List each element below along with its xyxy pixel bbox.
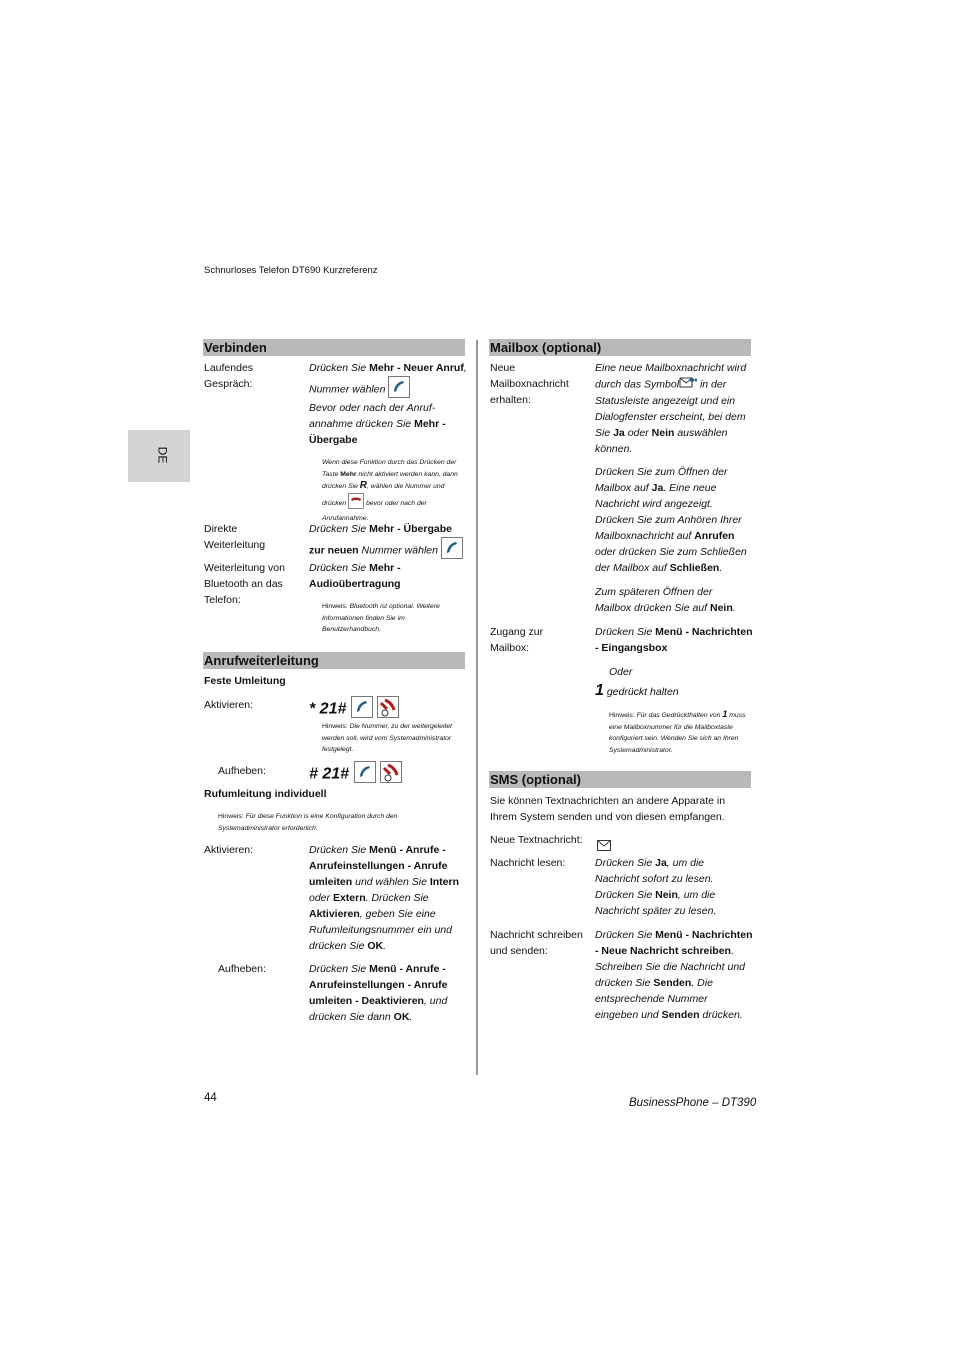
language-tab (128, 430, 190, 482)
section-title-anrufweiterleitung: Anrufweiterleitung (203, 652, 465, 669)
footer-product: BusinessPhone – DT390 (629, 1097, 757, 1109)
section-title-sms: SMS (optional) (489, 771, 751, 788)
text-direkte: Drücken Sie Mehr - Übergabe zur neuen Nummer wählen (309, 521, 469, 564)
text-zugang: Drücken Sie Menü - Nachrichten - Eingangsbox (595, 626, 753, 654)
label-direkte: Direkte Weiterleitung (204, 523, 266, 551)
text-ind-aufheben: Drücken Sie Menü - Anrufe - Anrufeinstellungen - Anrufe umleiten - Deaktivieren, und drücken Sie dann OK. (309, 963, 448, 1023)
page-number: 44 (204, 1092, 217, 1104)
text-sms-intro: Sie können Textnachrichten an andere Apparate in Ihrem System senden und von diesen empfangen. (490, 795, 726, 823)
label-nachricht-schreiben: Nachricht schreiben und senden: (490, 929, 583, 957)
text-gedrueckt: 1 gedrückt halten (595, 682, 679, 699)
call-icon (354, 761, 376, 788)
text-bluetooth: Drücken Sie Mehr - Audioübertragung (309, 562, 401, 590)
call-icon (388, 376, 410, 403)
note-individuell: Hinweis: Für diese Funktion is eine Konfiguration durch den Systemadministrator erforderlich. (218, 813, 398, 832)
label-zugang: Zugang zur Mailbox: (490, 626, 544, 654)
text-nachricht-schreiben: Drücken Sie Menü - Nachrichten - Neue Nachricht schreiben. Schreiben Sie die Nachricht und drücken Sie Senden. Die entsprechende Nummer eingeben und Senden drücken. (595, 929, 753, 1021)
voicemail-icon (679, 376, 697, 393)
code-aufheben-text: # 21# (309, 765, 350, 783)
language-tab-label: DE (155, 446, 170, 464)
label-laufendes: Laufendes Gespräch: (204, 362, 254, 390)
document-header: Schnurloses Telefon DT690 Kurzreferenz (204, 265, 378, 276)
section-title-verbinden: Verbinden (203, 339, 465, 356)
note-bluetooth: Hinweis: Bluetooth ist optional. Weitere Informationen finden Sie im Benutzerhandbuch. (322, 603, 440, 633)
text-neue-mailbox-3: Zum späteren Öffnen der Mailbox drücken Sie auf Nein. (595, 586, 736, 614)
label-ind-aufheben: Aufheben: (218, 963, 266, 975)
label-aufheben: Aufheben: (218, 765, 266, 777)
code-aktivieren (309, 696, 399, 723)
end-call-icon (377, 696, 399, 723)
text-neue-mailbox-1: Eine neue Mailboxnachricht wird durch das Symbol in der Statusleiste angezeigt und ein Dialogfenster erscheint, bei dem Sie Ja oder Nein auswählen können. (595, 362, 747, 455)
text-laufendes-1: Drücken Sie Mehr - Neuer Anruf, Nummer wählen (309, 360, 469, 403)
column-divider (476, 340, 478, 1075)
note-laufendes: Wenn diese Funktion durch das Drücken der Taste Mehr nicht aktiviert werden kann, dann drücken Sie R, wählen die Nummer und drücken bevor oder nach der Anrufannahme. (322, 459, 458, 522)
text-nachricht-lesen: Drücken Sie Ja, um die Nachricht sofort zu lesen. Drücken Sie Nein, um die Nachricht später zu lesen. (595, 857, 717, 917)
end-call-icon (380, 761, 402, 788)
text-laufendes-2: Bevor oder nach der Anruf-annahme drücken Sie Mehr - Übergabe (309, 402, 446, 446)
note-zugang: Hinweis: Für das Gedrückthalten von 1 muss eine Mailboxnummer für die Mailboxtaste konfiguriert sein. Wenden Sie sich an Ihren Systemadministrator. (609, 709, 746, 754)
end-call-icon (348, 493, 364, 514)
call-icon (351, 696, 373, 723)
subheading-rufumleitung-individuell: Rufumleitung individuell (204, 788, 327, 800)
code-aufheben (309, 761, 402, 788)
label-neue-mailbox: Neue Mailboxnachricht erhalten: (490, 362, 569, 406)
code-aktivieren-text: * 21# (309, 700, 347, 718)
section-title-mailbox: Mailbox (optional) (489, 339, 751, 356)
label-ind-aktivieren: Aktivieren: (204, 844, 254, 856)
text-oder: Oder (609, 666, 633, 678)
label-neue-textnachricht: Neue Textnachricht: (490, 834, 583, 846)
note-aktivieren: Hinweis: Die Nummer, zu der weitergeleitet werden soll, wird vom Systemadministrator festgelegt. (322, 723, 452, 753)
subheading-feste-umleitung: Feste Umleitung (204, 675, 286, 687)
label-aktivieren: Aktivieren: (204, 699, 254, 711)
text-neue-mailbox-2: Drücken Sie zum Öffnen der Mailbox auf Ja. Eine neue Nachricht wird angezeigt. Drücken Sie zum Anhören Ihrer Mailboxnachricht auf Anrufen oder drücken Sie zum Schließen der Mailbox auf Schließen. (595, 466, 747, 574)
mail-icon (597, 838, 611, 856)
label-nachricht-lesen: Nachricht lesen: (490, 857, 566, 869)
text-ind-aktivieren: Drücken Sie Menü - Anrufe - Anrufeinstellungen - Anrufe umleiten und wählen Sie Intern oder Extern. Drücken Sie Aktivieren, geben Sie eine Rufumleitungsnummer ein und drücken Sie OK. (309, 844, 459, 952)
label-bluetooth: Weiterleitung von Bluetooth an das Telefon: (204, 562, 285, 606)
